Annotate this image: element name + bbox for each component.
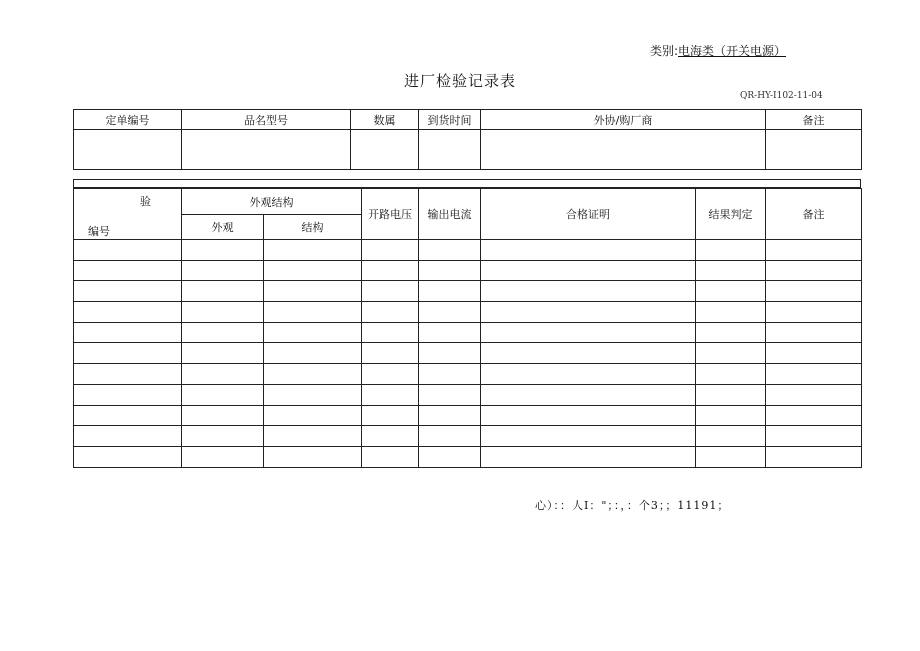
category-line [650,42,786,59]
certificate-cell[interactable] [481,364,696,385]
table-row [74,343,862,364]
order-no-cell[interactable] [74,130,182,170]
col-appearance-structure-group: 外观结构 [182,189,362,215]
certificate-cell[interactable] [481,384,696,405]
col-supplier: 外协/购厂商 [481,110,766,130]
open-voltage-cell[interactable] [362,322,419,343]
structure-cell[interactable] [264,405,362,426]
appearance-cell[interactable] [182,384,264,405]
table-row [74,302,862,323]
result-cell[interactable] [696,364,766,385]
certificate-cell[interactable] [481,322,696,343]
table-row [74,364,862,385]
result-cell[interactable] [696,281,766,302]
result-cell[interactable] [696,405,766,426]
col-structure: 结构 [264,215,362,240]
remark-cell[interactable] [766,130,862,170]
remark-cell[interactable] [766,322,862,343]
open-voltage-cell[interactable] [362,364,419,385]
result-cell[interactable] [696,322,766,343]
remark-cell[interactable] [766,446,862,467]
col-result: 结果判定 [696,189,766,240]
appearance-cell[interactable] [182,302,264,323]
quantity-cell[interactable] [351,130,419,170]
output-current-cell[interactable] [419,260,481,281]
certificate-cell[interactable] [481,302,696,323]
appearance-cell[interactable] [182,446,264,467]
table-row [74,426,862,447]
col-appearance: 外观 [182,215,264,240]
footer-note: 心）：：人I："；：，：个3；；11191； [535,499,730,512]
remark-cell[interactable] [766,405,862,426]
open-voltage-cell[interactable] [362,384,419,405]
page-title: 进厂检验记录表 [403,72,516,90]
result-cell[interactable] [696,302,766,323]
output-current-cell[interactable] [419,322,481,343]
col-inspection-no [74,189,182,240]
certificate-cell[interactable] [481,281,696,302]
separator-strip [73,179,861,188]
certificate-cell[interactable] [481,446,696,467]
open-voltage-cell[interactable] [362,405,419,426]
col-remark: 备注 [766,189,862,240]
open-voltage-cell[interactable] [362,240,419,261]
result-cell[interactable] [696,384,766,405]
remark-cell[interactable] [766,343,862,364]
certificate-cell[interactable] [481,240,696,261]
order-header-row [74,110,862,130]
inspection-no-bottom-label: 编号 [88,225,110,238]
appearance-cell[interactable] [182,322,264,343]
remark-cell[interactable] [766,384,862,405]
output-current-cell[interactable] [419,405,481,426]
col-quantity: 数属 [351,110,419,130]
certificate-cell[interactable] [481,426,696,447]
output-current-cell[interactable] [419,343,481,364]
open-voltage-cell[interactable] [362,426,419,447]
inspection-no-cell[interactable] [74,260,182,281]
table-row [74,281,862,302]
remark-cell[interactable] [766,302,862,323]
col-remark: 备注 [766,110,862,130]
structure-cell[interactable] [264,446,362,467]
structure-cell[interactable] [264,322,362,343]
appearance-cell[interactable] [182,426,264,447]
inspection-no-cell[interactable] [74,446,182,467]
table-row [74,405,862,426]
arrival-time-cell[interactable] [419,130,481,170]
structure-cell[interactable] [264,343,362,364]
open-voltage-cell[interactable] [362,302,419,323]
remark-cell[interactable] [766,426,862,447]
inspection-no-cell[interactable] [74,240,182,261]
inspection-table [73,188,862,468]
appearance-cell[interactable] [182,281,264,302]
open-voltage-cell[interactable] [362,281,419,302]
table-row [74,260,862,281]
result-cell[interactable] [696,260,766,281]
inspection-no-cell[interactable] [74,322,182,343]
certificate-cell[interactable] [481,343,696,364]
inspection-no-cell[interactable] [74,405,182,426]
col-order-no: 定单编号 [74,110,182,130]
remark-cell[interactable] [766,364,862,385]
structure-cell[interactable] [264,260,362,281]
output-current-cell[interactable] [419,446,481,467]
output-current-cell[interactable] [419,384,481,405]
table-row [74,240,862,261]
order-info-table [73,109,862,170]
result-cell[interactable] [696,426,766,447]
structure-cell[interactable] [264,364,362,385]
document-number: QR-HY-I102-11-04 [740,91,823,101]
product-model-cell[interactable] [182,130,351,170]
structure-cell[interactable] [264,384,362,405]
col-output-current: 输出电流 [419,189,481,240]
certificate-cell[interactable] [481,260,696,281]
inspection-no-cell[interactable] [74,364,182,385]
output-current-cell[interactable] [419,240,481,261]
appearance-cell[interactable] [182,343,264,364]
inspection-header-row-1 [74,189,862,215]
separator-cell [74,180,861,188]
structure-cell[interactable] [264,281,362,302]
output-current-cell[interactable] [419,281,481,302]
remark-cell[interactable] [766,260,862,281]
result-cell[interactable] [696,446,766,467]
table-row [74,446,862,467]
output-current-cell[interactable] [419,302,481,323]
remark-cell[interactable] [766,281,862,302]
open-voltage-cell[interactable] [362,446,419,467]
structure-cell[interactable] [264,240,362,261]
output-current-cell[interactable] [419,426,481,447]
col-product-model: 品名型号 [182,110,351,130]
certificate-cell[interactable] [481,405,696,426]
inspection-no-cell[interactable] [74,281,182,302]
open-voltage-cell[interactable] [362,343,419,364]
inspection-no-cell[interactable] [74,343,182,364]
inspection-no-top-label: 验 [140,195,151,208]
table-row [74,384,862,405]
appearance-cell[interactable] [182,260,264,281]
supplier-cell[interactable] [481,130,766,170]
inspection-no-cell[interactable] [74,426,182,447]
structure-cell[interactable] [264,302,362,323]
category-value: 电海类（开关电源） [678,44,787,58]
appearance-cell[interactable] [182,405,264,426]
appearance-cell[interactable] [182,240,264,261]
order-data-row [74,130,862,170]
col-certificate: 合格证明 [481,189,696,240]
open-voltage-cell[interactable] [362,260,419,281]
result-cell[interactable] [696,240,766,261]
col-open-voltage: 开路电压 [362,189,419,240]
category-label: 类别: [650,44,679,58]
table-row [74,322,862,343]
structure-cell[interactable] [264,426,362,447]
appearance-cell[interactable] [182,364,264,385]
inspection-no-cell[interactable] [74,384,182,405]
col-arrival-time: 到货时间 [419,110,481,130]
inspection-no-cell[interactable] [74,302,182,323]
result-cell[interactable] [696,343,766,364]
output-current-cell[interactable] [419,364,481,385]
remark-cell[interactable] [766,240,862,261]
